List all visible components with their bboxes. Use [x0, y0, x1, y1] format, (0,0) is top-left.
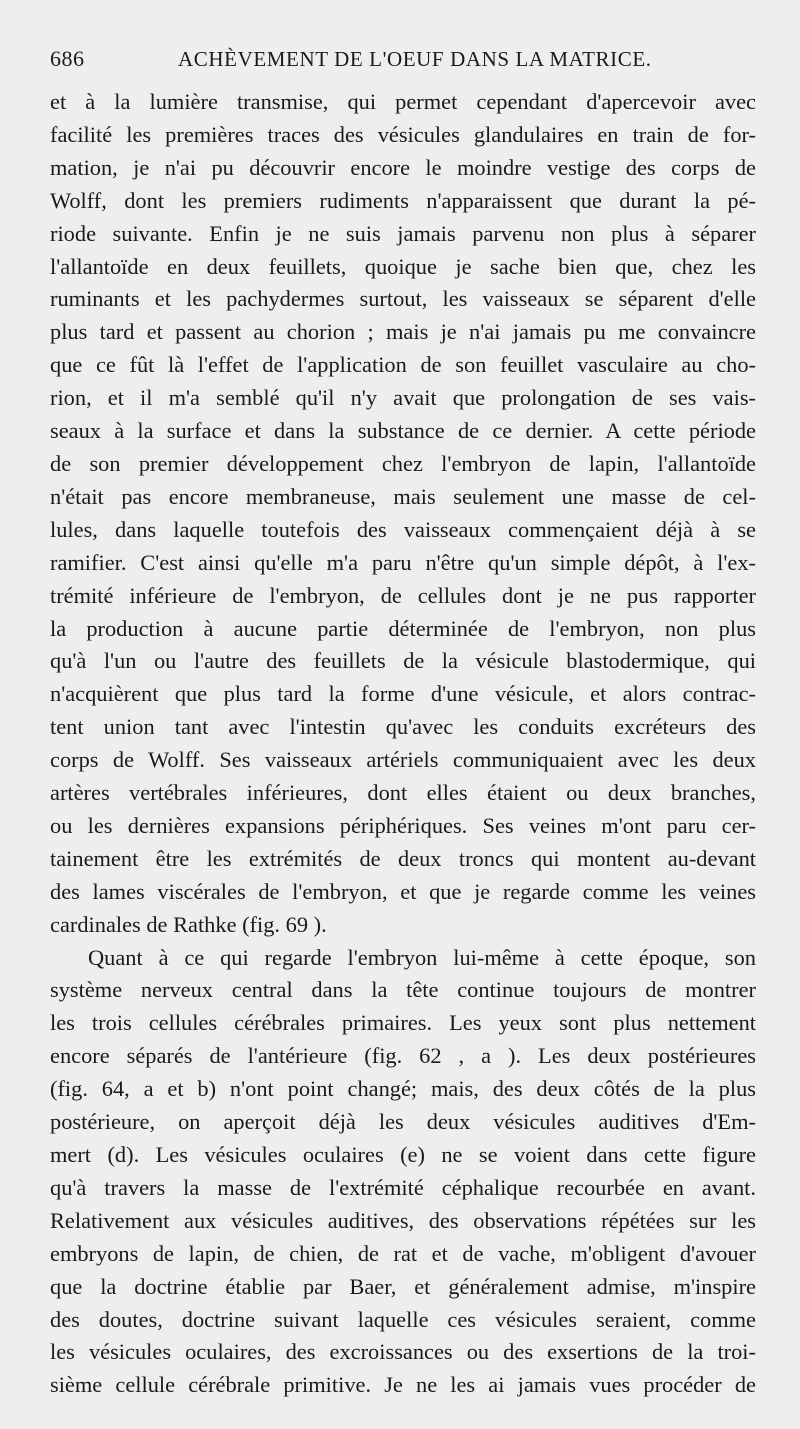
text-line: seaux à la surface et dans la substance de ce dernier. A cette période [50, 418, 756, 444]
text-line: système nerveux central dans la tête continue toujours de montrer [50, 977, 756, 1003]
text-line: les vésicules oculaires, des excroissances ou des exsertions de la troi- [50, 1339, 756, 1365]
text-line: que ce fût là l'effet de l'application de son feuillet vasculaire au cho- [50, 352, 756, 378]
text-line: la production à aucune partie déterminée de l'embryon, non plus [50, 615, 756, 641]
text-line: cardinales de Rathke (fig. 69 ). [50, 911, 327, 937]
text-line: n'était pas encore membraneuse, mais seulement une masse de cel- [50, 483, 756, 509]
text-line: de son premier développement chez l'embryon de lapin, l'allantoïde [50, 450, 756, 476]
text-line: des doutes, doctrine suivant laquelle ces vésicules seraient, comme [50, 1306, 756, 1332]
text-line: (fig. 64, a et b) n'ont point changé; mais, des deux côtés de la plus [50, 1076, 756, 1102]
page-number: 686 [50, 46, 85, 71]
text-line: tainement être les extrémités de deux troncs qui montent au-devant [50, 845, 756, 871]
text-line: facilité les premières traces des vésicules glandulaires en train de for- [50, 121, 756, 147]
text-line: ou les dernières expansions périphériques. Ses veines m'ont paru cer- [50, 812, 756, 838]
text-line: Wolff, dont les premiers rudiments n'apparaissent que durant la pé- [50, 187, 756, 213]
text-line: que la doctrine établie par Baer, et généralement admise, m'inspire [50, 1273, 756, 1299]
text-line: trémité inférieure de l'embryon, de cellules dont je ne pus rapporter [50, 582, 756, 608]
running-head [50, 46, 756, 86]
text-line: tent union tant avec l'intestin qu'avec les conduits excréteurs des [50, 714, 756, 740]
text-line: plus tard et passent au chorion ; mais je n'ai jamais pu me convaincre [50, 319, 756, 345]
text-line: riode suivante. Enfin je ne suis jamais parvenu non plus à séparer [50, 220, 756, 246]
text-line: mert (d). Les vésicules oculaires (e) ne se voient dans cette figure [50, 1142, 756, 1167]
text-line: mation, je n'ai pu découvrir encore le moindre vestige des corps de [50, 154, 756, 180]
text-line: corps de Wolff. Ses vaisseaux artériels communiquaient avec les deux [50, 747, 756, 773]
text-line: rion, et il m'a semblé qu'il n'y avait que prolongation de ses vais- [50, 385, 756, 411]
text-line: ramifier. C'est ainsi qu'elle m'a paru n'être qu'un simple dépôt, à l'ex- [50, 549, 756, 575]
text-line: postérieure, on aperçoit déjà les deux vésicules auditives d'Em- [50, 1109, 756, 1135]
text-line: artères vertébrales inférieures, dont elles étaient ou deux branches, [50, 780, 756, 806]
text-line: Quant à ce qui regarde l'embryon lui-même à cette époque, son [88, 944, 756, 970]
text-line: ruminants et les pachydermes surtout, les vaisseaux se séparent d'elle [50, 286, 756, 312]
text-line: et à la lumière transmise, qui permet cependant d'apercevoir avec [50, 89, 756, 114]
text-line: embryons de lapin, de chien, de rat et de vache, m'obligent d'avouer [50, 1240, 756, 1266]
text-line: l'allantoïde en deux feuillets, quoique je sache bien que, chez les [50, 253, 756, 279]
text-line: sième cellule cérébrale primitive. Je ne les ai jamais vues procéder de [50, 1372, 756, 1398]
body-text [50, 86, 756, 1402]
text-line: qu'à travers la masse de l'extrémité céphalique recourbée en avant. [50, 1174, 756, 1200]
running-title: ACHÈVEMENT DE L'OEUF DANS LA MATRICE. [178, 47, 652, 71]
text-line: Relativement aux vésicules auditives, des observations répétées sur les [50, 1207, 756, 1233]
text-line: des lames viscérales de l'embryon, et que je regarde comme les veines [50, 878, 756, 904]
text-line: les trois cellules cérébrales primaires. Les yeux sont plus nettement [50, 1010, 756, 1036]
text-line: n'acquièrent que plus tard la forme d'une vésicule, et alors contrac- [50, 681, 756, 707]
text-line: encore séparés de l'antérieure (fig. 62 , a ). Les deux postérieures [50, 1043, 756, 1069]
text-line: qu'à l'un ou l'autre des feuillets de la vésicule blastodermique, qui [50, 648, 756, 674]
text-line: lules, dans laquelle toutefois des vaisseaux commençaient déjà à se [50, 516, 756, 542]
